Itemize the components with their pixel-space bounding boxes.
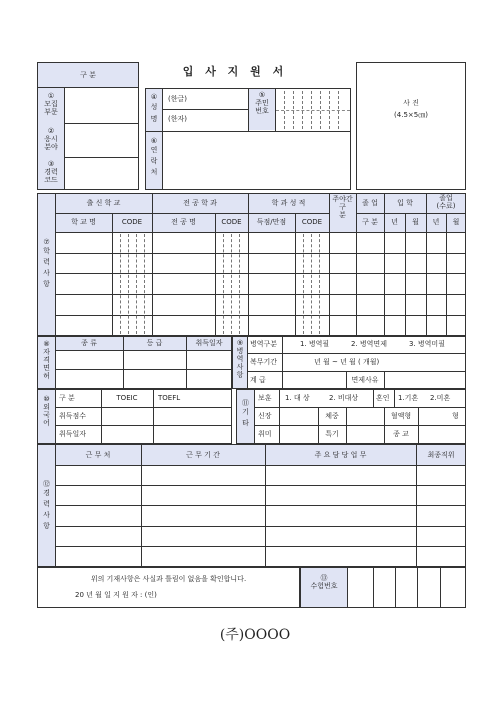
edu-gubun-header: 구 분	[362, 218, 378, 226]
recruit-dept-label: ① 모집 부문	[44, 92, 58, 116]
confirm-date-sign[interactable]: 20 년 월 일 지 원 자 : (인)	[75, 591, 157, 599]
bohun-option-nontarget[interactable]: 2. 비대상	[329, 394, 359, 402]
gubun-label: 구 분	[80, 71, 96, 79]
hobby-field[interactable]	[280, 426, 317, 443]
edu-finish-header: 졸업 (수료)	[436, 194, 456, 210]
exempt-reason-field[interactable]	[385, 372, 465, 388]
bohun-option-target[interactable]: 1. 대 상	[285, 394, 310, 402]
rank-label: 계 급	[250, 376, 266, 384]
edu-year1-header: 년	[391, 218, 398, 226]
edu-grad-header: 졸 업	[362, 199, 378, 207]
career-row[interactable]	[56, 547, 465, 566]
toefl-score-field[interactable]	[154, 408, 231, 424]
edu-row[interactable]	[56, 316, 465, 335]
photo-box[interactable]	[356, 62, 466, 190]
edu-major-name-header: 전 공 명	[171, 218, 196, 226]
edu-score-header: 득점/만점	[256, 218, 287, 226]
career-place-header: 근 무 처	[85, 451, 111, 459]
weight-label: 체중	[325, 412, 339, 420]
toefl-date-field[interactable]	[154, 426, 231, 443]
military-option-exempt[interactable]: 2. 병역면제	[351, 340, 387, 348]
edu-row[interactable]	[56, 233, 465, 252]
career-duty-header: 주 요 담 당 업 무	[314, 451, 367, 459]
confirm-box	[37, 567, 300, 608]
cert-kind-header: 종 류	[81, 339, 97, 347]
career-row[interactable]	[56, 527, 465, 545]
edu-school-name-header: 학 교 명	[71, 218, 96, 226]
marriage-label: 혼인	[376, 394, 390, 402]
religion-field[interactable]	[419, 426, 465, 443]
photo-label: 사 진	[403, 99, 419, 107]
height-label: 신장	[258, 412, 272, 420]
exam-number-field[interactable]	[348, 568, 465, 607]
career-code-label: ③ 경력 코드	[44, 160, 58, 184]
military-option-done[interactable]: 1. 병역필	[300, 340, 330, 348]
education-label: ⑦ 학 력 사 항	[43, 238, 50, 288]
name-korean-field[interactable]	[196, 90, 246, 108]
hobby-label: 취미	[258, 430, 272, 438]
confirm-statement: 위의 기재사항은 사실과 틀림이 없음을 확인합니다.	[90, 575, 247, 583]
apply-field-label: ② 응시 분야	[44, 127, 58, 151]
marriage-option-married[interactable]: 1.기혼	[398, 394, 419, 402]
blood-label: 혈액형	[390, 412, 412, 420]
blood-unit: 형	[452, 412, 459, 420]
language-label: ⑩ 외 국 어	[43, 395, 50, 427]
service-period-value[interactable]: 년 월 ~ 년 월 ( 개월)	[314, 358, 380, 366]
edu-grade-header: 학 과 성 적	[271, 199, 306, 207]
career-code-field[interactable]	[65, 158, 138, 189]
edu-code2-header: CODE	[221, 218, 242, 226]
edu-major-header: 전 공 학 과	[183, 199, 217, 207]
toeic-header: TOEIC	[116, 394, 138, 402]
cert-label: ⑧ 자 격 면 허	[43, 340, 50, 380]
edu-code3-header: CODE	[301, 218, 323, 226]
lang-gubun-label: 구 분	[59, 394, 75, 402]
edu-enter-header: 입 학	[397, 199, 413, 207]
toeic-date-field[interactable]	[102, 426, 152, 443]
form-title: 입 사 지 원 서	[182, 65, 288, 78]
cert-row[interactable]	[56, 351, 231, 368]
military-option-notdone[interactable]: 3. 병역미필	[409, 340, 445, 348]
contact-label: ⑥ 연 락 처	[150, 137, 158, 176]
edu-row[interactable]	[56, 295, 465, 314]
toefl-header: TOEFL	[158, 394, 181, 402]
service-period-label: 복무기간	[250, 358, 278, 366]
edu-row[interactable]	[56, 254, 465, 272]
edu-row[interactable]	[56, 274, 465, 293]
military-type-label: 병역구분	[250, 340, 278, 348]
lang-score-label: 취득점수	[59, 412, 87, 420]
career-position-header: 최종직위	[427, 451, 455, 459]
recruit-dept-field[interactable]	[65, 88, 138, 122]
edu-daynight-header: 주야간 구 분	[332, 195, 353, 219]
bohun-label: 보훈	[258, 394, 272, 402]
etc-label: ⑪ 기 타	[242, 399, 249, 427]
name-hanja-field[interactable]	[196, 111, 246, 129]
cert-row[interactable]	[56, 370, 231, 388]
cert-grade-header: 등 급	[146, 339, 163, 347]
marriage-option-single[interactable]: 2.미혼	[430, 394, 451, 402]
religion-label: 종 교	[393, 430, 409, 438]
talent-field[interactable]	[347, 426, 383, 443]
name-korean-label: (한글)	[168, 95, 187, 103]
career-row[interactable]	[56, 506, 465, 525]
career-row[interactable]	[56, 466, 465, 484]
exempt-reason-label: 면제사유	[351, 376, 379, 384]
height-field[interactable]	[280, 408, 317, 424]
career-row[interactable]	[56, 486, 465, 504]
edu-month2-header: 월	[452, 218, 460, 226]
blood-field[interactable]	[419, 408, 449, 424]
military-label: ⑨ 병 역 사 항	[236, 339, 244, 379]
photo-size: (4.5×5㎝)	[394, 111, 428, 119]
name-label: ④ 성 명	[150, 93, 158, 123]
lang-date-label: 취득일자	[59, 430, 87, 438]
name-hanja-label: (한자)	[168, 115, 187, 123]
toeic-score-field[interactable]	[102, 408, 152, 424]
weight-field[interactable]	[347, 408, 383, 424]
edu-year2-header: 년	[432, 218, 440, 226]
edu-school-header: 출 신 학 교	[86, 199, 121, 207]
career-period-header: 근 무 기 간	[186, 451, 220, 459]
rank-field[interactable]	[283, 372, 345, 388]
cert-date-header: 취득일자	[195, 339, 223, 347]
edu-month1-header: 월	[412, 218, 419, 226]
career-label: ⑫ 경 력 사 항	[43, 480, 50, 530]
contact-field[interactable]	[163, 132, 350, 189]
talent-label: 특기	[325, 430, 339, 438]
apply-field-field[interactable]	[65, 124, 138, 156]
edu-code1-header: CODE	[121, 218, 143, 226]
exam-number-label: ⑬ 수험번호	[310, 574, 338, 590]
jumin-label: ⑤ 주민 번호	[255, 91, 269, 115]
company-name: (주)OOOO	[219, 627, 291, 643]
